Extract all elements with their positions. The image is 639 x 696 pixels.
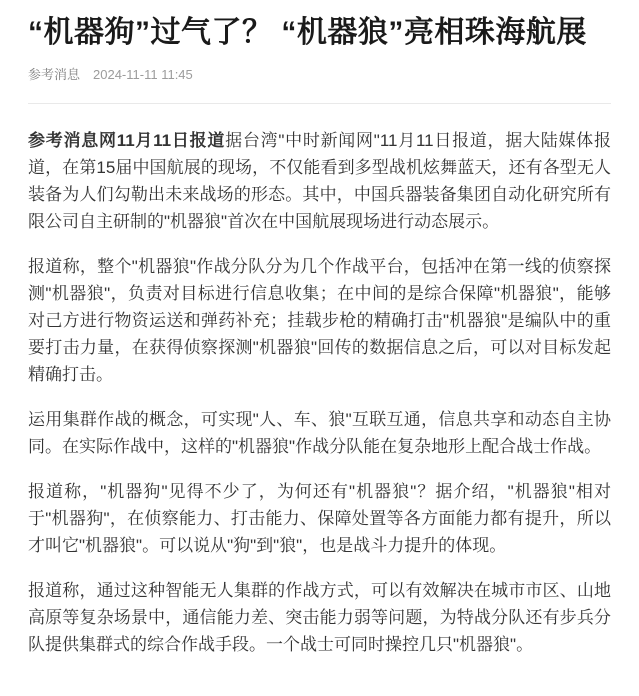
paragraph-3: 运用集群作战的概念，可实现"人、车、狼"互联互通，信息共享和动态自主协同。在实际作战中，这样的"机器狼"作战分队能在复杂地形上配合战士作战。 [28, 410, 611, 456]
byline [28, 66, 611, 84]
paragraph-1-bold-lead: 参考消息网11月11日报道 [28, 131, 226, 150]
header-divider [28, 103, 611, 104]
article-body [28, 127, 611, 658]
paragraph-2: 报道称，整个"机器狼"作战分队分为几个作战平台，包括冲在第一线的侦察探测"机器狼"，负责对目标进行信息收集；在中间的是综合保障"机器狼"，能够对己方进行物资运送和弹药补充；挂载步枪的精确打击"机器狼"是编队中的重要打击力量，在获得侦察探测"机器狼"回传的数据信息之后，可以对目标发起精确打击。 [28, 257, 611, 384]
paragraph-4: 报道称，"机器狗"见得不少了，为何还有"机器狼"？据介绍，"机器狼"相对于"机器狗"，在侦察能力、打击能力、保障处置等各方面能力都有提升，所以才叫它"机器狼"。可以说从"狗"到"狼"，也是战斗力提升的体现。 [28, 482, 611, 555]
paragraph-1-text: 据台湾"中时新闻网"11月11日报道，据大陆媒体报道，在第15届中国航展的现场，不仅能看到多型战机炫舞蓝天，还有各型无人装备为人们勾勒出未来战场的形态。其中，中国兵器装备集团自动化研究所有限公司自主研制的"机器狼"首次在中国航展现场进行动态展示。 [28, 131, 611, 231]
source-name[interactable]: 参考消息 [28, 67, 81, 82]
paragraph-1 [28, 127, 611, 235]
paragraph-5: 报道称，通过这种智能无人集群的作战方式，可以有效解决在城市市区、山地高原等复杂场景中，通信能力差、突击能力弱等问题，为特战分队还有步兵分队提供集群式的综合作战手段。一个战士可同时操控几只"机器狼"。 [28, 581, 611, 654]
publish-timestamp: 2024-11-11 11:45 [93, 67, 193, 82]
article-title: “机器狗”过气了？ “机器狼”亮相珠海航展 [28, 16, 587, 49]
